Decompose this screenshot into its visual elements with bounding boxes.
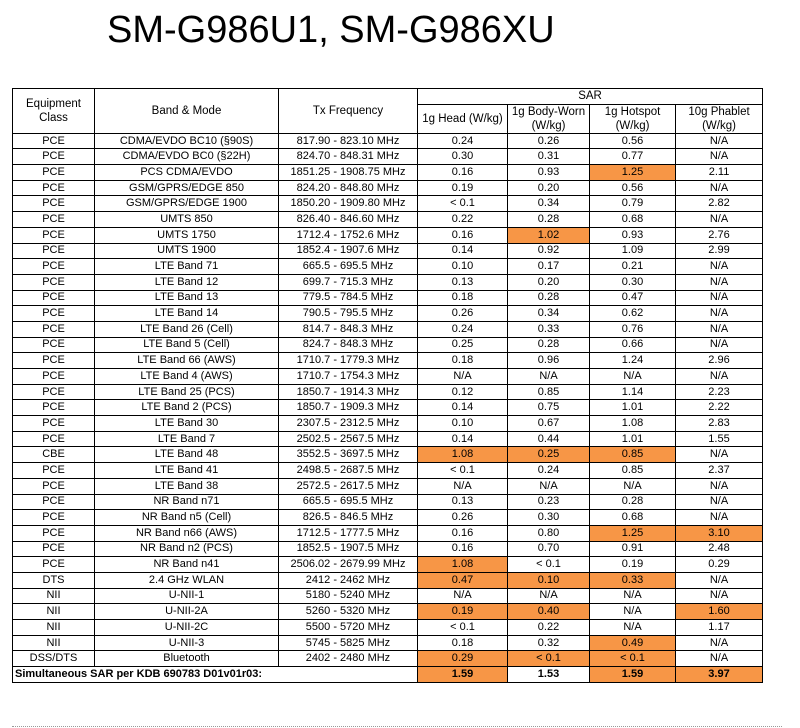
- head-sar-cell: 0.13: [418, 494, 508, 510]
- tx-frequency-cell: 1852.5 - 1907.5 MHz: [279, 541, 418, 557]
- equipment-class-cell: PCE: [13, 353, 95, 369]
- phablet-sar-cell: N/A: [676, 588, 763, 604]
- tx-frequency-cell: 5180 - 5240 MHz: [279, 588, 418, 604]
- body-worn-sar-cell: 0.34: [508, 306, 590, 322]
- phablet-sar-cell: 0.29: [676, 557, 763, 573]
- simultaneous-hotspot: 1.59: [590, 667, 676, 683]
- tx-frequency-cell: 790.5 - 795.5 MHz: [279, 306, 418, 322]
- simultaneous-body: 1.53: [508, 667, 590, 683]
- table-row: [13, 384, 763, 400]
- tx-frequency-cell: 2506.02 - 2679.99 MHz: [279, 557, 418, 573]
- body-worn-sar-cell: 0.20: [508, 274, 590, 290]
- hotspot-sar-cell: 0.77: [590, 149, 676, 165]
- phablet-sar-cell: 3.10: [676, 525, 763, 541]
- band-mode-cell: 2.4 GHz WLAN: [95, 572, 279, 588]
- equipment-class-cell: CBE: [13, 447, 95, 463]
- band-mode-cell: U-NII-3: [95, 635, 279, 651]
- equipment-class-cell: PCE: [13, 525, 95, 541]
- table-row: [13, 196, 763, 212]
- head-sar-cell: < 0.1: [418, 620, 508, 636]
- tx-frequency-cell: 1851.25 - 1908.75 MHz: [279, 165, 418, 181]
- band-mode-cell: PCS CDMA/EVDO: [95, 165, 279, 181]
- hotspot-sar-cell: 1.01: [590, 400, 676, 416]
- body-worn-sar-cell: 0.28: [508, 290, 590, 306]
- hotspot-sar-cell: 0.21: [590, 259, 676, 275]
- hotspot-sar-cell: 0.85: [590, 463, 676, 479]
- equipment-class-cell: PCE: [13, 243, 95, 259]
- head-sar-cell: 0.10: [418, 259, 508, 275]
- equipment-class-cell: PCE: [13, 478, 95, 494]
- body-worn-sar-cell: 0.34: [508, 196, 590, 212]
- hotspot-sar-cell: 0.56: [590, 180, 676, 196]
- phablet-sar-cell: 2.83: [676, 416, 763, 432]
- header-band-mode: Band & Mode: [95, 89, 279, 134]
- equipment-class-cell: PCE: [13, 384, 95, 400]
- band-mode-cell: LTE Band 71: [95, 259, 279, 275]
- tx-frequency-cell: 826.40 - 846.60 MHz: [279, 212, 418, 228]
- body-worn-sar-cell: 0.23: [508, 494, 590, 510]
- phablet-sar-cell: N/A: [676, 337, 763, 353]
- band-mode-cell: Bluetooth: [95, 651, 279, 667]
- page-continuation: [0, 718, 800, 728]
- tx-frequency-cell: 1850.7 - 1909.3 MHz: [279, 400, 418, 416]
- table-row: [13, 227, 763, 243]
- head-sar-cell: 0.47: [418, 572, 508, 588]
- hotspot-sar-cell: 0.62: [590, 306, 676, 322]
- phablet-sar-cell: N/A: [676, 321, 763, 337]
- tx-frequency-cell: 824.70 - 848.31 MHz: [279, 149, 418, 165]
- tx-frequency-cell: 1850.20 - 1909.80 MHz: [279, 196, 418, 212]
- tx-frequency-cell: 1852.4 - 1907.6 MHz: [279, 243, 418, 259]
- equipment-class-cell: PCE: [13, 290, 95, 306]
- table-row: [13, 620, 763, 636]
- table-row: [13, 431, 763, 447]
- phablet-sar-cell: N/A: [676, 478, 763, 494]
- header-sar: SAR: [418, 89, 763, 105]
- hotspot-sar-cell: N/A: [590, 369, 676, 385]
- head-sar-cell: 0.16: [418, 227, 508, 243]
- equipment-class-cell: PCE: [13, 165, 95, 181]
- hotspot-sar-cell: 1.25: [590, 165, 676, 181]
- tx-frequency-cell: 1850.7 - 1914.3 MHz: [279, 384, 418, 400]
- phablet-sar-cell: N/A: [676, 572, 763, 588]
- tx-frequency-cell: 699.7 - 715.3 MHz: [279, 274, 418, 290]
- tx-frequency-cell: 3552.5 - 3697.5 MHz: [279, 447, 418, 463]
- band-mode-cell: LTE Band 26 (Cell): [95, 321, 279, 337]
- tx-frequency-cell: 2412 - 2462 MHz: [279, 572, 418, 588]
- hotspot-sar-cell: 0.76: [590, 321, 676, 337]
- equipment-class-cell: PCE: [13, 274, 95, 290]
- tx-frequency-cell: 665.5 - 695.5 MHz: [279, 494, 418, 510]
- equipment-class-cell: PCE: [13, 510, 95, 526]
- hotspot-sar-cell: 1.25: [590, 525, 676, 541]
- table-row: [13, 337, 763, 353]
- body-worn-sar-cell: 0.40: [508, 604, 590, 620]
- tx-frequency-cell: 5500 - 5720 MHz: [279, 620, 418, 636]
- body-worn-sar-cell: 0.10: [508, 572, 590, 588]
- head-sar-cell: 0.10: [418, 416, 508, 432]
- table-row: [13, 525, 763, 541]
- table-row: [13, 447, 763, 463]
- tx-frequency-cell: 1710.7 - 1754.3 MHz: [279, 369, 418, 385]
- sar-table: [12, 88, 763, 683]
- equipment-class-cell: PCE: [13, 431, 95, 447]
- tx-frequency-cell: 1712.4 - 1752.6 MHz: [279, 227, 418, 243]
- tx-frequency-cell: 1712.5 - 1777.5 MHz: [279, 525, 418, 541]
- hotspot-sar-cell: 0.33: [590, 572, 676, 588]
- table-row: [13, 651, 763, 667]
- table-row: [13, 400, 763, 416]
- head-sar-cell: 0.19: [418, 180, 508, 196]
- equipment-class-cell: PCE: [13, 149, 95, 165]
- phablet-sar-cell: N/A: [676, 510, 763, 526]
- tx-frequency-cell: 2307.5 - 2312.5 MHz: [279, 416, 418, 432]
- body-worn-sar-cell: 0.28: [508, 337, 590, 353]
- phablet-sar-cell: 2.99: [676, 243, 763, 259]
- body-worn-sar-cell: 0.92: [508, 243, 590, 259]
- band-mode-cell: U-NII-1: [95, 588, 279, 604]
- head-sar-cell: 0.16: [418, 541, 508, 557]
- tx-frequency-cell: 1710.7 - 1779.3 MHz: [279, 353, 418, 369]
- band-mode-cell: CDMA/EVDO BC0 (§22H): [95, 149, 279, 165]
- equipment-class-cell: PCE: [13, 259, 95, 275]
- band-mode-cell: LTE Band 38: [95, 478, 279, 494]
- body-worn-sar-cell: 0.20: [508, 180, 590, 196]
- equipment-class-cell: PCE: [13, 133, 95, 149]
- body-worn-sar-cell: 0.28: [508, 212, 590, 228]
- band-mode-cell: LTE Band 7: [95, 431, 279, 447]
- body-worn-sar-cell: 0.25: [508, 447, 590, 463]
- head-sar-cell: 0.16: [418, 165, 508, 181]
- hotspot-sar-cell: 1.14: [590, 384, 676, 400]
- tx-frequency-cell: 2498.5 - 2687.5 MHz: [279, 463, 418, 479]
- head-sar-cell: 0.18: [418, 290, 508, 306]
- simultaneous-sar-row: [13, 667, 763, 683]
- body-worn-sar-cell: 0.96: [508, 353, 590, 369]
- band-mode-cell: LTE Band 13: [95, 290, 279, 306]
- equipment-class-cell: NII: [13, 635, 95, 651]
- body-worn-sar-cell: 0.26: [508, 133, 590, 149]
- equipment-class-cell: PCE: [13, 416, 95, 432]
- body-worn-sar-cell: 0.67: [508, 416, 590, 432]
- head-sar-cell: 0.18: [418, 353, 508, 369]
- tx-frequency-cell: 2572.5 - 2617.5 MHz: [279, 478, 418, 494]
- phablet-sar-cell: 1.60: [676, 604, 763, 620]
- page-title: SM-G986U1, SM-G986XU: [107, 9, 555, 51]
- band-mode-cell: UMTS 1750: [95, 227, 279, 243]
- hotspot-sar-cell: < 0.1: [590, 651, 676, 667]
- tx-frequency-cell: 824.7 - 848.3 MHz: [279, 337, 418, 353]
- phablet-sar-cell: N/A: [676, 212, 763, 228]
- hotspot-sar-cell: 1.09: [590, 243, 676, 259]
- table-row: [13, 369, 763, 385]
- body-worn-sar-cell: 0.75: [508, 400, 590, 416]
- band-mode-cell: LTE Band 66 (AWS): [95, 353, 279, 369]
- body-worn-sar-cell: 0.22: [508, 620, 590, 636]
- phablet-sar-cell: 1.17: [676, 620, 763, 636]
- phablet-sar-cell: N/A: [676, 259, 763, 275]
- table-row: [13, 180, 763, 196]
- head-sar-cell: 0.22: [418, 212, 508, 228]
- phablet-sar-cell: 2.82: [676, 196, 763, 212]
- band-mode-cell: GSM/GPRS/EDGE 1900: [95, 196, 279, 212]
- equipment-class-cell: PCE: [13, 180, 95, 196]
- table-row: [13, 510, 763, 526]
- table-row: [13, 572, 763, 588]
- equipment-class-cell: DSS/DTS: [13, 651, 95, 667]
- body-worn-sar-cell: 0.30: [508, 510, 590, 526]
- head-sar-cell: 0.26: [418, 306, 508, 322]
- head-sar-cell: 0.19: [418, 604, 508, 620]
- body-worn-sar-cell: N/A: [508, 369, 590, 385]
- head-sar-cell: < 0.1: [418, 463, 508, 479]
- head-sar-cell: < 0.1: [418, 196, 508, 212]
- header-1g-head: 1g Head (W/kg): [418, 104, 508, 133]
- table-row: [13, 635, 763, 651]
- tx-frequency-cell: 824.20 - 848.80 MHz: [279, 180, 418, 196]
- head-sar-cell: 1.08: [418, 447, 508, 463]
- equipment-class-cell: NII: [13, 620, 95, 636]
- tx-frequency-cell: 779.5 - 784.5 MHz: [279, 290, 418, 306]
- head-sar-cell: N/A: [418, 588, 508, 604]
- simultaneous-head: 1.59: [418, 667, 508, 683]
- hotspot-sar-cell: 0.68: [590, 510, 676, 526]
- hotspot-sar-cell: N/A: [590, 604, 676, 620]
- phablet-sar-cell: 2.76: [676, 227, 763, 243]
- header-tx-frequency: Tx Frequency: [279, 89, 418, 134]
- header-10g-phablet: 10g Phablet (W/kg): [676, 104, 763, 133]
- band-mode-cell: U-NII-2A: [95, 604, 279, 620]
- band-mode-cell: NR Band n41: [95, 557, 279, 573]
- body-worn-sar-cell: 0.93: [508, 165, 590, 181]
- table-row: [13, 274, 763, 290]
- table-row: [13, 416, 763, 432]
- phablet-sar-cell: N/A: [676, 306, 763, 322]
- phablet-sar-cell: N/A: [676, 447, 763, 463]
- equipment-class-cell: PCE: [13, 557, 95, 573]
- tx-frequency-cell: 5745 - 5825 MHz: [279, 635, 418, 651]
- head-sar-cell: 0.29: [418, 651, 508, 667]
- header-1g-body-worn: 1g Body-Worn (W/kg): [508, 104, 590, 133]
- band-mode-cell: NR Band n66 (AWS): [95, 525, 279, 541]
- hotspot-sar-cell: 1.08: [590, 416, 676, 432]
- head-sar-cell: 0.16: [418, 525, 508, 541]
- head-sar-cell: 0.14: [418, 243, 508, 259]
- sar-table-body: [13, 133, 763, 666]
- body-worn-sar-cell: 0.31: [508, 149, 590, 165]
- band-mode-cell: UMTS 1900: [95, 243, 279, 259]
- hotspot-sar-cell: 0.49: [590, 635, 676, 651]
- hotspot-sar-cell: 0.93: [590, 227, 676, 243]
- head-sar-cell: 0.26: [418, 510, 508, 526]
- table-row: [13, 133, 763, 149]
- equipment-class-cell: PCE: [13, 494, 95, 510]
- equipment-class-cell: PCE: [13, 306, 95, 322]
- table-row: [13, 165, 763, 181]
- phablet-sar-cell: 2.23: [676, 384, 763, 400]
- body-worn-sar-cell: N/A: [508, 588, 590, 604]
- table-row: [13, 149, 763, 165]
- head-sar-cell: 0.24: [418, 133, 508, 149]
- phablet-sar-cell: 1.55: [676, 431, 763, 447]
- tx-frequency-cell: 5260 - 5320 MHz: [279, 604, 418, 620]
- phablet-sar-cell: 2.22: [676, 400, 763, 416]
- table-row: [13, 541, 763, 557]
- band-mode-cell: CDMA/EVDO BC10 (§90S): [95, 133, 279, 149]
- table-row: [13, 604, 763, 620]
- equipment-class-cell: PCE: [13, 196, 95, 212]
- table-row: [13, 494, 763, 510]
- simultaneous-phablet: 3.97: [676, 667, 763, 683]
- head-sar-cell: 0.14: [418, 400, 508, 416]
- phablet-sar-cell: 2.96: [676, 353, 763, 369]
- head-sar-cell: 0.25: [418, 337, 508, 353]
- hotspot-sar-cell: 0.30: [590, 274, 676, 290]
- band-mode-cell: NR Band n5 (Cell): [95, 510, 279, 526]
- head-sar-cell: 0.12: [418, 384, 508, 400]
- header-1g-hotspot: 1g Hotspot (W/kg): [590, 104, 676, 133]
- band-mode-cell: NR Band n2 (PCS): [95, 541, 279, 557]
- table-row: [13, 478, 763, 494]
- phablet-sar-cell: N/A: [676, 180, 763, 196]
- equipment-class-cell: PCE: [13, 227, 95, 243]
- body-worn-sar-cell: 0.80: [508, 525, 590, 541]
- table-row: [13, 212, 763, 228]
- phablet-sar-cell: 2.37: [676, 463, 763, 479]
- equipment-class-cell: PCE: [13, 321, 95, 337]
- hotspot-sar-cell: 0.47: [590, 290, 676, 306]
- phablet-sar-cell: 2.48: [676, 541, 763, 557]
- head-sar-cell: 0.24: [418, 321, 508, 337]
- phablet-sar-cell: N/A: [676, 494, 763, 510]
- phablet-sar-cell: N/A: [676, 290, 763, 306]
- header-equipment-class: Equipment Class: [13, 89, 95, 134]
- hotspot-sar-cell: N/A: [590, 478, 676, 494]
- body-worn-sar-cell: 1.02: [508, 227, 590, 243]
- band-mode-cell: LTE Band 4 (AWS): [95, 369, 279, 385]
- equipment-class-cell: NII: [13, 604, 95, 620]
- band-mode-cell: GSM/GPRS/EDGE 850: [95, 180, 279, 196]
- body-worn-sar-cell: 0.32: [508, 635, 590, 651]
- body-worn-sar-cell: 0.33: [508, 321, 590, 337]
- band-mode-cell: NR Band n71: [95, 494, 279, 510]
- equipment-class-cell: PCE: [13, 400, 95, 416]
- table-row: [13, 588, 763, 604]
- body-worn-sar-cell: 0.24: [508, 463, 590, 479]
- band-mode-cell: LTE Band 14: [95, 306, 279, 322]
- hotspot-sar-cell: N/A: [590, 620, 676, 636]
- tx-frequency-cell: 817.90 - 823.10 MHz: [279, 133, 418, 149]
- band-mode-cell: LTE Band 48: [95, 447, 279, 463]
- band-mode-cell: U-NII-2C: [95, 620, 279, 636]
- simultaneous-sar-label: Simultaneous SAR per KDB 690783 D01v01r03:: [13, 667, 418, 683]
- phablet-sar-cell: N/A: [676, 133, 763, 149]
- hotspot-sar-cell: 0.56: [590, 133, 676, 149]
- table-row: [13, 290, 763, 306]
- head-sar-cell: 0.13: [418, 274, 508, 290]
- tx-frequency-cell: 2502.5 - 2567.5 MHz: [279, 431, 418, 447]
- head-sar-cell: N/A: [418, 478, 508, 494]
- band-mode-cell: LTE Band 2 (PCS): [95, 400, 279, 416]
- band-mode-cell: LTE Band 25 (PCS): [95, 384, 279, 400]
- table-row: [13, 463, 763, 479]
- band-mode-cell: LTE Band 30: [95, 416, 279, 432]
- hotspot-sar-cell: 0.85: [590, 447, 676, 463]
- tx-frequency-cell: 665.5 - 695.5 MHz: [279, 259, 418, 275]
- table-row: [13, 557, 763, 573]
- hotspot-sar-cell: 0.19: [590, 557, 676, 573]
- equipment-class-cell: PCE: [13, 337, 95, 353]
- hotspot-sar-cell: N/A: [590, 588, 676, 604]
- table-row: [13, 321, 763, 337]
- equipment-class-cell: NII: [13, 588, 95, 604]
- body-worn-sar-cell: 0.85: [508, 384, 590, 400]
- band-mode-cell: LTE Band 12: [95, 274, 279, 290]
- band-mode-cell: LTE Band 41: [95, 463, 279, 479]
- hotspot-sar-cell: 0.91: [590, 541, 676, 557]
- hotspot-sar-cell: 0.28: [590, 494, 676, 510]
- tx-frequency-cell: 814.7 - 848.3 MHz: [279, 321, 418, 337]
- phablet-sar-cell: N/A: [676, 149, 763, 165]
- body-worn-sar-cell: 0.70: [508, 541, 590, 557]
- phablet-sar-cell: N/A: [676, 369, 763, 385]
- table-row: [13, 306, 763, 322]
- hotspot-sar-cell: 0.79: [590, 196, 676, 212]
- equipment-class-cell: DTS: [13, 572, 95, 588]
- band-mode-cell: LTE Band 5 (Cell): [95, 337, 279, 353]
- body-worn-sar-cell: 0.17: [508, 259, 590, 275]
- band-mode-cell: UMTS 850: [95, 212, 279, 228]
- head-sar-cell: 0.30: [418, 149, 508, 165]
- head-sar-cell: 0.18: [418, 635, 508, 651]
- body-worn-sar-cell: 0.44: [508, 431, 590, 447]
- head-sar-cell: 0.14: [418, 431, 508, 447]
- phablet-sar-cell: N/A: [676, 635, 763, 651]
- hotspot-sar-cell: 0.66: [590, 337, 676, 353]
- table-row: [13, 243, 763, 259]
- hotspot-sar-cell: 1.24: [590, 353, 676, 369]
- body-worn-sar-cell: < 0.1: [508, 557, 590, 573]
- head-sar-cell: 1.08: [418, 557, 508, 573]
- equipment-class-cell: PCE: [13, 463, 95, 479]
- phablet-sar-cell: N/A: [676, 274, 763, 290]
- table-row: [13, 259, 763, 275]
- hotspot-sar-cell: 0.68: [590, 212, 676, 228]
- head-sar-cell: N/A: [418, 369, 508, 385]
- tx-frequency-cell: 826.5 - 846.5 MHz: [279, 510, 418, 526]
- equipment-class-cell: PCE: [13, 369, 95, 385]
- equipment-class-cell: PCE: [13, 541, 95, 557]
- body-worn-sar-cell: < 0.1: [508, 651, 590, 667]
- hotspot-sar-cell: 1.01: [590, 431, 676, 447]
- phablet-sar-cell: 2.11: [676, 165, 763, 181]
- tx-frequency-cell: 2402 - 2480 MHz: [279, 651, 418, 667]
- phablet-sar-cell: N/A: [676, 651, 763, 667]
- table-row: [13, 353, 763, 369]
- body-worn-sar-cell: N/A: [508, 478, 590, 494]
- equipment-class-cell: PCE: [13, 212, 95, 228]
